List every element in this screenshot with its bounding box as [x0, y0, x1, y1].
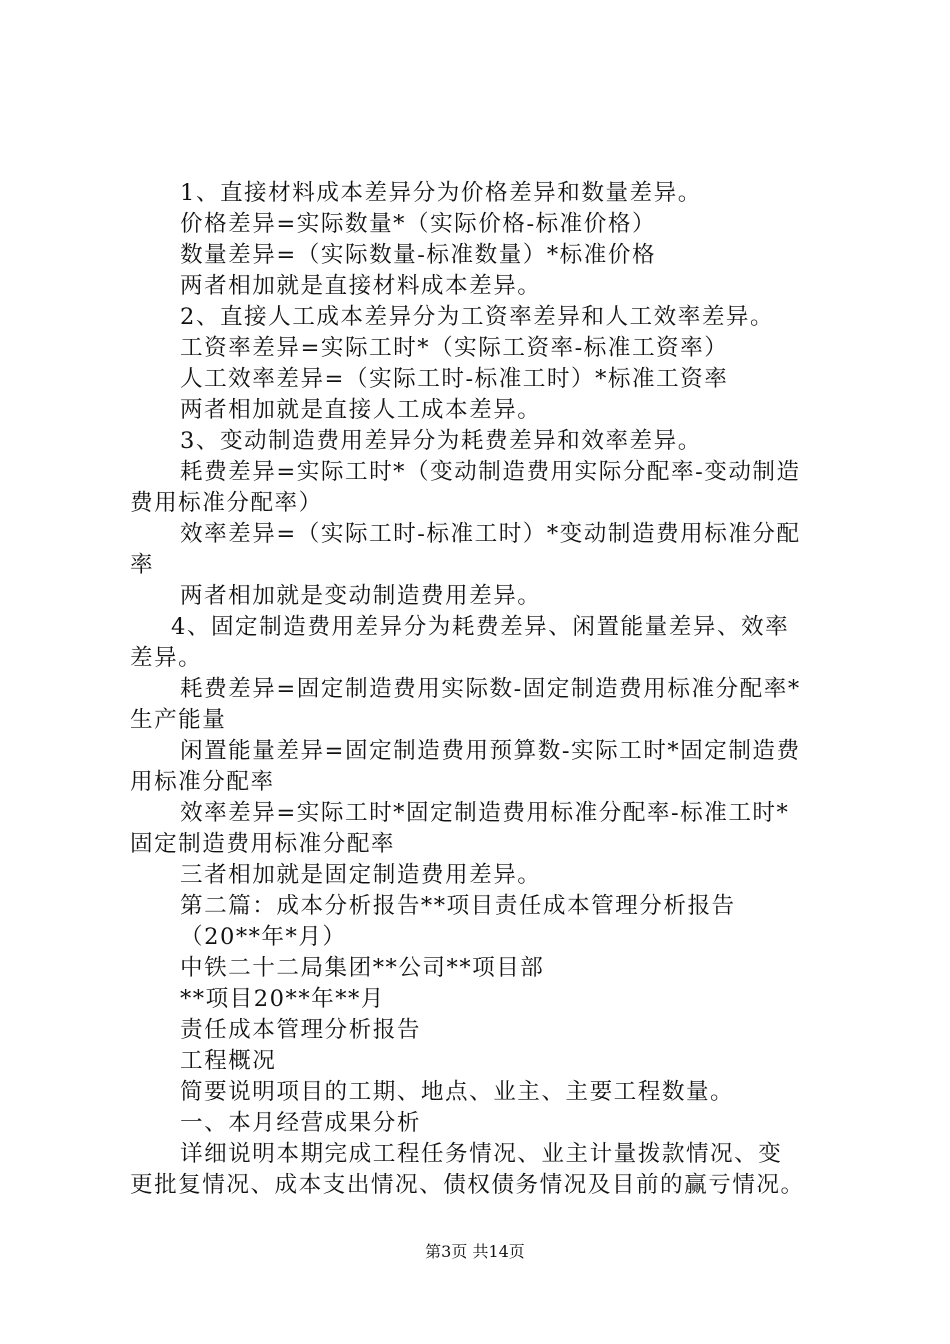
- text-line: 1、直接材料成本差异分为价格差异和数量差异。: [180, 180, 702, 206]
- text-line: **项目20**年**月: [180, 986, 385, 1012]
- text-line: 2、直接人工成本差异分为工资率差异和人工效率差异。: [180, 304, 775, 330]
- text-line: 一、本月经营成果分析: [180, 1110, 421, 1136]
- text-line: 第二篇：成本分析报告**项目责任成本管理分析报告: [180, 893, 736, 919]
- text-line: 耗费差异=实际工时*（变动制造费用实际分配率-变动制造: [180, 459, 801, 485]
- text-line: 更批复情况、成本支出情况、债权债务情况及目前的赢亏情况。: [130, 1172, 805, 1198]
- text-line: 耗费差异=固定制造费用实际数-固定制造费用标准分配率*: [180, 676, 801, 702]
- text-line: 用标准分配率: [130, 769, 275, 795]
- text-line: 简要说明项目的工期、地点、业主、主要工程数量。: [180, 1079, 735, 1105]
- text-line: 人工效率差异=（实际工时-标准工时）*标准工资率: [180, 366, 729, 392]
- text-line: 生产能量: [130, 707, 227, 733]
- text-line: 两者相加就是直接人工成本差异。: [180, 397, 542, 423]
- text-line: 效率差异=（实际工时-标准工时）*变动制造费用标准分配: [180, 521, 801, 547]
- text-line: （20**年*月）: [180, 924, 347, 950]
- text-line: 三者相加就是固定制造费用差异。: [180, 862, 542, 888]
- text-line: 两者相加就是直接材料成本差异。: [180, 273, 542, 299]
- text-line: 费用标准分配率）: [130, 490, 323, 516]
- text-line: 率: [130, 552, 155, 578]
- text-line: 4、固定制造费用差异分为耗费差异、闲置能量差异、效率: [171, 614, 790, 640]
- document-body: [130, 178, 845, 1201]
- text-line: 工资率差异=实际工时*（实际工资率-标准工资率）: [180, 335, 729, 361]
- text-line: 详细说明本期完成工程任务情况、业主计量拨款情况、变: [180, 1141, 783, 1167]
- text-line: 差异。: [130, 645, 203, 671]
- text-line: 数量差异=（实际数量-标准数量）*标准价格: [180, 242, 657, 268]
- page-footer: 第3页 共14页: [425, 1242, 525, 1261]
- text-line: 责任成本管理分析报告: [180, 1017, 421, 1043]
- text-line: 两者相加就是变动制造费用差异。: [180, 583, 542, 609]
- text-line: 效率差异=实际工时*固定制造费用标准分配率-标准工时*: [180, 800, 790, 826]
- text-line: 中铁二十二局集团**公司**项目部: [180, 955, 545, 981]
- text-line: 价格差异=实际数量*（实际价格-标准价格）: [180, 211, 657, 237]
- text-line: 闲置能量差异=固定制造费用预算数-实际工时*固定制造费: [180, 738, 801, 764]
- text-line: 工程概况: [180, 1048, 277, 1074]
- text-line: 3、变动制造费用差异分为耗费差异和效率差异。: [180, 428, 702, 454]
- text-line: 固定制造费用标准分配率: [130, 831, 396, 857]
